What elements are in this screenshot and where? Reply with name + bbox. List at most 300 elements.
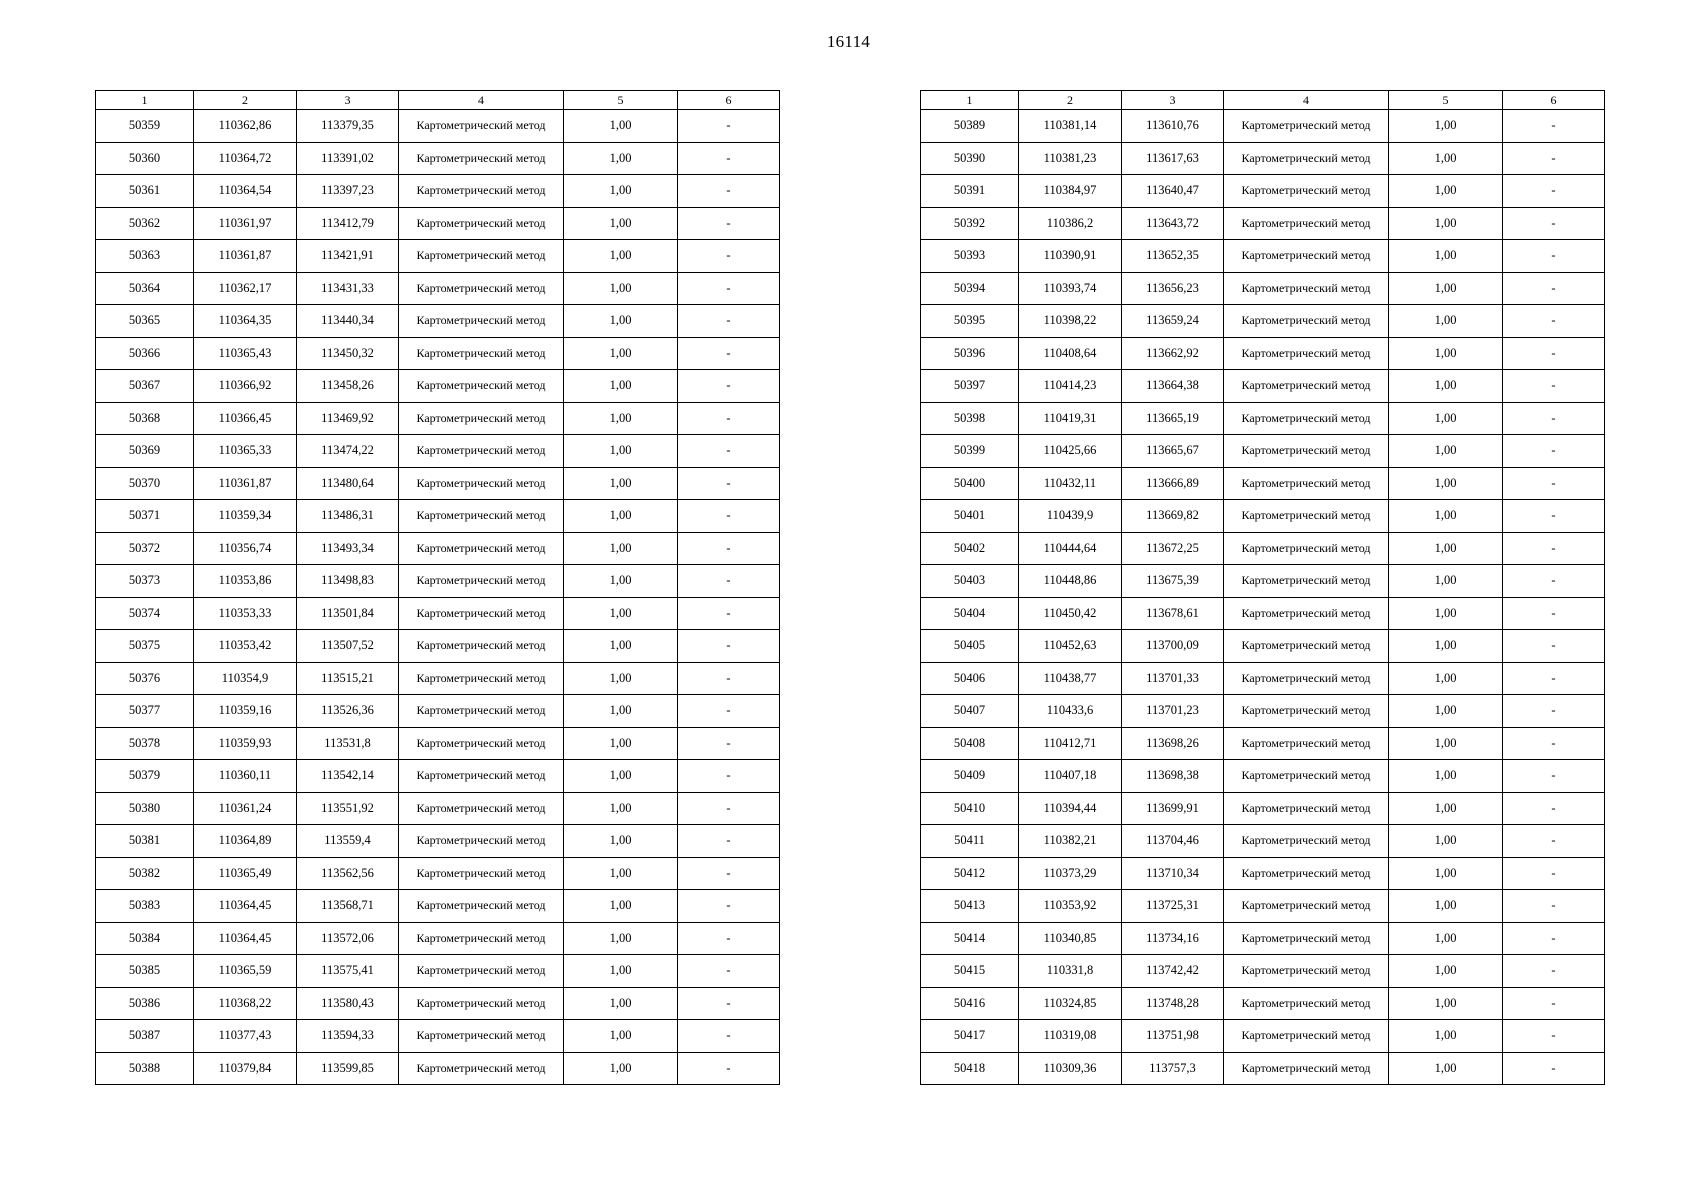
table-header-row — [921, 91, 1605, 110]
x-coordinate-cell: 110419,31 — [1019, 402, 1122, 435]
column-header: 3 — [1122, 91, 1224, 110]
method-cell: Картометрический метод — [1224, 857, 1389, 890]
accuracy-cell: 1,00 — [564, 305, 678, 338]
accuracy-cell: 1,00 — [564, 207, 678, 240]
point-number-cell: 50412 — [921, 857, 1019, 890]
method-cell: Картометрический метод — [1224, 175, 1389, 208]
point-number-cell: 50416 — [921, 987, 1019, 1020]
method-cell: Картометрический метод — [399, 565, 564, 598]
table-row — [921, 402, 1605, 435]
x-coordinate-cell: 110366,45 — [194, 402, 297, 435]
note-cell: - — [1503, 760, 1605, 793]
table-row — [921, 857, 1605, 890]
coordinates-table-left — [95, 90, 780, 1085]
point-number-cell: 50399 — [921, 435, 1019, 468]
column-header: 4 — [1224, 91, 1389, 110]
method-cell: Картометрический метод — [399, 760, 564, 793]
method-cell: Картометрический метод — [1224, 337, 1389, 370]
table-header-row — [96, 91, 780, 110]
y-coordinate-cell: 113699,91 — [1122, 792, 1224, 825]
method-cell: Картометрический метод — [1224, 532, 1389, 565]
note-cell: - — [678, 142, 780, 175]
point-number-cell: 50390 — [921, 142, 1019, 175]
accuracy-cell: 1,00 — [564, 922, 678, 955]
method-cell: Картометрический метод — [399, 240, 564, 273]
method-cell: Картометрический метод — [399, 142, 564, 175]
method-cell: Картометрический метод — [399, 695, 564, 728]
accuracy-cell: 1,00 — [1389, 110, 1503, 143]
table-row — [96, 890, 780, 923]
accuracy-cell: 1,00 — [1389, 435, 1503, 468]
table-row — [921, 240, 1605, 273]
y-coordinate-cell: 113450,32 — [297, 337, 399, 370]
note-cell: - — [678, 695, 780, 728]
method-cell: Картометрический метод — [399, 500, 564, 533]
table-row — [96, 1052, 780, 1085]
table-row — [921, 175, 1605, 208]
note-cell: - — [1503, 565, 1605, 598]
x-coordinate-cell: 110359,16 — [194, 695, 297, 728]
table-row — [96, 987, 780, 1020]
y-coordinate-cell: 113656,23 — [1122, 272, 1224, 305]
point-number-cell: 50367 — [96, 370, 194, 403]
accuracy-cell: 1,00 — [1389, 500, 1503, 533]
y-coordinate-cell: 113698,26 — [1122, 727, 1224, 760]
accuracy-cell: 1,00 — [1389, 792, 1503, 825]
x-coordinate-cell: 110309,36 — [1019, 1052, 1122, 1085]
accuracy-cell: 1,00 — [1389, 727, 1503, 760]
y-coordinate-cell: 113672,25 — [1122, 532, 1224, 565]
accuracy-cell: 1,00 — [1389, 402, 1503, 435]
x-coordinate-cell: 110362,17 — [194, 272, 297, 305]
accuracy-cell: 1,00 — [1389, 305, 1503, 338]
y-coordinate-cell: 113678,61 — [1122, 597, 1224, 630]
x-coordinate-cell: 110365,43 — [194, 337, 297, 370]
x-coordinate-cell: 110331,8 — [1019, 955, 1122, 988]
y-coordinate-cell: 113562,56 — [297, 857, 399, 890]
table-row — [96, 370, 780, 403]
point-number-cell: 50387 — [96, 1020, 194, 1053]
column-header: 3 — [297, 91, 399, 110]
x-coordinate-cell: 110364,54 — [194, 175, 297, 208]
point-number-cell: 50391 — [921, 175, 1019, 208]
accuracy-cell: 1,00 — [564, 1020, 678, 1053]
point-number-cell: 50418 — [921, 1052, 1019, 1085]
y-coordinate-cell: 113700,09 — [1122, 630, 1224, 663]
table-row — [921, 435, 1605, 468]
table-row — [921, 597, 1605, 630]
y-coordinate-cell: 113701,33 — [1122, 662, 1224, 695]
x-coordinate-cell: 110381,14 — [1019, 110, 1122, 143]
point-number-cell: 50376 — [96, 662, 194, 695]
x-coordinate-cell: 110365,59 — [194, 955, 297, 988]
point-number-cell: 50403 — [921, 565, 1019, 598]
accuracy-cell: 1,00 — [1389, 142, 1503, 175]
note-cell: - — [678, 1020, 780, 1053]
note-cell: - — [1503, 662, 1605, 695]
point-number-cell: 50366 — [96, 337, 194, 370]
column-header: 5 — [564, 91, 678, 110]
accuracy-cell: 1,00 — [1389, 240, 1503, 273]
x-coordinate-cell: 110366,92 — [194, 370, 297, 403]
table-row — [921, 792, 1605, 825]
x-coordinate-cell: 110359,93 — [194, 727, 297, 760]
y-coordinate-cell: 113734,16 — [1122, 922, 1224, 955]
table-row — [921, 565, 1605, 598]
x-coordinate-cell: 110408,64 — [1019, 337, 1122, 370]
point-number-cell: 50398 — [921, 402, 1019, 435]
accuracy-cell: 1,00 — [564, 110, 678, 143]
method-cell: Картометрический метод — [399, 792, 564, 825]
point-number-cell: 50370 — [96, 467, 194, 500]
note-cell: - — [1503, 532, 1605, 565]
note-cell: - — [678, 857, 780, 890]
table-row — [96, 305, 780, 338]
accuracy-cell: 1,00 — [1389, 597, 1503, 630]
x-coordinate-cell: 110390,91 — [1019, 240, 1122, 273]
y-coordinate-cell: 113515,21 — [297, 662, 399, 695]
y-coordinate-cell: 113751,98 — [1122, 1020, 1224, 1053]
x-coordinate-cell: 110353,33 — [194, 597, 297, 630]
table-row — [921, 500, 1605, 533]
accuracy-cell: 1,00 — [1389, 467, 1503, 500]
x-coordinate-cell: 110433,6 — [1019, 695, 1122, 728]
accuracy-cell: 1,00 — [564, 1052, 678, 1085]
x-coordinate-cell: 110438,77 — [1019, 662, 1122, 695]
y-coordinate-cell: 113498,83 — [297, 565, 399, 598]
note-cell: - — [1503, 175, 1605, 208]
note-cell: - — [1503, 305, 1605, 338]
x-coordinate-cell: 110364,45 — [194, 890, 297, 923]
method-cell: Картометрический метод — [399, 435, 564, 468]
accuracy-cell: 1,00 — [1389, 955, 1503, 988]
table-row — [921, 825, 1605, 858]
table-row — [921, 305, 1605, 338]
method-cell: Картометрический метод — [1224, 922, 1389, 955]
method-cell: Картометрический метод — [399, 922, 564, 955]
x-coordinate-cell: 110360,11 — [194, 760, 297, 793]
method-cell: Картометрический метод — [399, 370, 564, 403]
x-coordinate-cell: 110364,72 — [194, 142, 297, 175]
note-cell: - — [1503, 272, 1605, 305]
table-row — [96, 597, 780, 630]
note-cell: - — [678, 337, 780, 370]
method-cell: Картометрический метод — [1224, 207, 1389, 240]
point-number-cell: 50405 — [921, 630, 1019, 663]
x-coordinate-cell: 110353,86 — [194, 565, 297, 598]
x-coordinate-cell: 110444,64 — [1019, 532, 1122, 565]
note-cell: - — [1503, 402, 1605, 435]
y-coordinate-cell: 113440,34 — [297, 305, 399, 338]
note-cell: - — [1503, 240, 1605, 273]
y-coordinate-cell: 113568,71 — [297, 890, 399, 923]
table-row — [921, 890, 1605, 923]
method-cell: Картометрический метод — [1224, 955, 1389, 988]
x-coordinate-cell: 110319,08 — [1019, 1020, 1122, 1053]
note-cell: - — [678, 955, 780, 988]
accuracy-cell: 1,00 — [564, 760, 678, 793]
method-cell: Картометрический метод — [399, 532, 564, 565]
x-coordinate-cell: 110394,44 — [1019, 792, 1122, 825]
point-number-cell: 50359 — [96, 110, 194, 143]
method-cell: Картометрический метод — [399, 857, 564, 890]
table-row — [96, 760, 780, 793]
x-coordinate-cell: 110452,63 — [1019, 630, 1122, 663]
point-number-cell: 50386 — [96, 987, 194, 1020]
note-cell: - — [1503, 1052, 1605, 1085]
point-number-cell: 50361 — [96, 175, 194, 208]
point-number-cell: 50369 — [96, 435, 194, 468]
page-number: 16114 — [826, 32, 871, 51]
table-body — [96, 110, 780, 1085]
note-cell: - — [678, 662, 780, 695]
x-coordinate-cell: 110364,45 — [194, 922, 297, 955]
table-row — [96, 792, 780, 825]
method-cell: Картометрический метод — [1224, 630, 1389, 663]
y-coordinate-cell: 113412,79 — [297, 207, 399, 240]
y-coordinate-cell: 113666,89 — [1122, 467, 1224, 500]
note-cell: - — [678, 207, 780, 240]
method-cell: Картометрический метод — [1224, 727, 1389, 760]
table-row — [96, 825, 780, 858]
method-cell: Картометрический метод — [399, 955, 564, 988]
accuracy-cell: 1,00 — [564, 792, 678, 825]
x-coordinate-cell: 110382,21 — [1019, 825, 1122, 858]
table-body — [921, 110, 1605, 1085]
note-cell: - — [678, 597, 780, 630]
y-coordinate-cell: 113431,33 — [297, 272, 399, 305]
note-cell: - — [1503, 792, 1605, 825]
method-cell: Картометрический метод — [1224, 792, 1389, 825]
accuracy-cell: 1,00 — [1389, 890, 1503, 923]
method-cell: Картометрический метод — [1224, 305, 1389, 338]
note-cell: - — [678, 110, 780, 143]
table-row — [96, 402, 780, 435]
point-number-cell: 50413 — [921, 890, 1019, 923]
note-cell: - — [678, 370, 780, 403]
y-coordinate-cell: 113474,22 — [297, 435, 399, 468]
accuracy-cell: 1,00 — [564, 272, 678, 305]
accuracy-cell: 1,00 — [564, 857, 678, 890]
table-row — [921, 142, 1605, 175]
table-row — [921, 1052, 1605, 1085]
y-coordinate-cell: 113391,02 — [297, 142, 399, 175]
y-coordinate-cell: 113757,3 — [1122, 1052, 1224, 1085]
method-cell: Картометрический метод — [1224, 987, 1389, 1020]
note-cell: - — [678, 825, 780, 858]
table-row — [96, 467, 780, 500]
note-cell: - — [678, 922, 780, 955]
y-coordinate-cell: 113421,91 — [297, 240, 399, 273]
table-row — [96, 662, 780, 695]
y-coordinate-cell: 113698,38 — [1122, 760, 1224, 793]
y-coordinate-cell: 113742,42 — [1122, 955, 1224, 988]
accuracy-cell: 1,00 — [1389, 825, 1503, 858]
table-row — [96, 240, 780, 273]
note-cell: - — [1503, 435, 1605, 468]
accuracy-cell: 1,00 — [1389, 1020, 1503, 1053]
method-cell: Картометрический метод — [399, 662, 564, 695]
point-number-cell: 50364 — [96, 272, 194, 305]
method-cell: Картометрический метод — [399, 890, 564, 923]
y-coordinate-cell: 113675,39 — [1122, 565, 1224, 598]
accuracy-cell: 1,00 — [1389, 630, 1503, 663]
point-number-cell: 50363 — [96, 240, 194, 273]
accuracy-cell: 1,00 — [564, 370, 678, 403]
y-coordinate-cell: 113493,34 — [297, 532, 399, 565]
point-number-cell: 50374 — [96, 597, 194, 630]
x-coordinate-cell: 110354,9 — [194, 662, 297, 695]
x-coordinate-cell: 110361,97 — [194, 207, 297, 240]
y-coordinate-cell: 113710,34 — [1122, 857, 1224, 890]
table-row — [921, 760, 1605, 793]
table-row — [921, 272, 1605, 305]
point-number-cell: 50379 — [96, 760, 194, 793]
method-cell: Картометрический метод — [399, 1020, 564, 1053]
point-number-cell: 50396 — [921, 337, 1019, 370]
point-number-cell: 50389 — [921, 110, 1019, 143]
table-row — [96, 857, 780, 890]
note-cell: - — [1503, 890, 1605, 923]
x-coordinate-cell: 110353,92 — [1019, 890, 1122, 923]
y-coordinate-cell: 113610,76 — [1122, 110, 1224, 143]
note-cell: - — [1503, 955, 1605, 988]
table-row — [921, 1020, 1605, 1053]
column-header: 4 — [399, 91, 564, 110]
accuracy-cell: 1,00 — [564, 662, 678, 695]
table-row — [96, 630, 780, 663]
note-cell: - — [1503, 987, 1605, 1020]
method-cell: Картометрический метод — [399, 272, 564, 305]
accuracy-cell: 1,00 — [1389, 695, 1503, 728]
method-cell: Картометрический метод — [399, 207, 564, 240]
method-cell: Картометрический метод — [1224, 825, 1389, 858]
y-coordinate-cell: 113542,14 — [297, 760, 399, 793]
table-row — [96, 207, 780, 240]
x-coordinate-cell: 110353,42 — [194, 630, 297, 663]
column-header: 1 — [96, 91, 194, 110]
note-cell: - — [678, 890, 780, 923]
y-coordinate-cell: 113617,63 — [1122, 142, 1224, 175]
accuracy-cell: 1,00 — [564, 597, 678, 630]
y-coordinate-cell: 113575,41 — [297, 955, 399, 988]
x-coordinate-cell: 110373,29 — [1019, 857, 1122, 890]
point-number-cell: 50414 — [921, 922, 1019, 955]
method-cell: Картометрический метод — [399, 597, 564, 630]
y-coordinate-cell: 113397,23 — [297, 175, 399, 208]
x-coordinate-cell: 110439,9 — [1019, 500, 1122, 533]
table-row — [921, 207, 1605, 240]
y-coordinate-cell: 113704,46 — [1122, 825, 1224, 858]
accuracy-cell: 1,00 — [564, 955, 678, 988]
table-row — [96, 727, 780, 760]
point-number-cell: 50415 — [921, 955, 1019, 988]
accuracy-cell: 1,00 — [1389, 565, 1503, 598]
table-row — [96, 955, 780, 988]
accuracy-cell: 1,00 — [1389, 337, 1503, 370]
x-coordinate-cell: 110364,35 — [194, 305, 297, 338]
accuracy-cell: 1,00 — [1389, 760, 1503, 793]
x-coordinate-cell: 110393,74 — [1019, 272, 1122, 305]
point-number-cell: 50406 — [921, 662, 1019, 695]
note-cell: - — [678, 1052, 780, 1085]
point-number-cell: 50397 — [921, 370, 1019, 403]
table-row — [921, 955, 1605, 988]
note-cell: - — [1503, 110, 1605, 143]
y-coordinate-cell: 113643,72 — [1122, 207, 1224, 240]
table-row — [921, 630, 1605, 663]
point-number-cell: 50384 — [96, 922, 194, 955]
table-row — [96, 1020, 780, 1053]
table-row — [96, 532, 780, 565]
accuracy-cell: 1,00 — [1389, 272, 1503, 305]
x-coordinate-cell: 110359,34 — [194, 500, 297, 533]
x-coordinate-cell: 110379,84 — [194, 1052, 297, 1085]
point-number-cell: 50411 — [921, 825, 1019, 858]
point-number-cell: 50382 — [96, 857, 194, 890]
x-coordinate-cell: 110407,18 — [1019, 760, 1122, 793]
y-coordinate-cell: 113580,43 — [297, 987, 399, 1020]
point-number-cell: 50393 — [921, 240, 1019, 273]
column-header: 2 — [1019, 91, 1122, 110]
x-coordinate-cell: 110377,43 — [194, 1020, 297, 1053]
x-coordinate-cell: 110324,85 — [1019, 987, 1122, 1020]
x-coordinate-cell: 110368,22 — [194, 987, 297, 1020]
method-cell: Картометрический метод — [399, 110, 564, 143]
x-coordinate-cell: 110450,42 — [1019, 597, 1122, 630]
table-row — [921, 662, 1605, 695]
x-coordinate-cell: 110361,24 — [194, 792, 297, 825]
note-cell: - — [1503, 727, 1605, 760]
x-coordinate-cell: 110384,97 — [1019, 175, 1122, 208]
point-number-cell: 50378 — [96, 727, 194, 760]
y-coordinate-cell: 113572,06 — [297, 922, 399, 955]
point-number-cell: 50388 — [96, 1052, 194, 1085]
table-row — [921, 370, 1605, 403]
point-number-cell: 50360 — [96, 142, 194, 175]
point-number-cell: 50371 — [96, 500, 194, 533]
table-row — [921, 337, 1605, 370]
table-row — [96, 272, 780, 305]
note-cell: - — [1503, 695, 1605, 728]
method-cell: Картометрический метод — [1224, 695, 1389, 728]
accuracy-cell: 1,00 — [564, 532, 678, 565]
point-number-cell: 50368 — [96, 402, 194, 435]
y-coordinate-cell: 113501,84 — [297, 597, 399, 630]
y-coordinate-cell: 113526,36 — [297, 695, 399, 728]
table-row — [96, 435, 780, 468]
point-number-cell: 50385 — [96, 955, 194, 988]
method-cell: Картометрический метод — [1224, 500, 1389, 533]
point-number-cell: 50410 — [921, 792, 1019, 825]
note-cell: - — [1503, 467, 1605, 500]
accuracy-cell: 1,00 — [1389, 207, 1503, 240]
accuracy-cell: 1,00 — [564, 565, 678, 598]
table-row — [96, 175, 780, 208]
note-cell: - — [1503, 857, 1605, 890]
column-header: 5 — [1389, 91, 1503, 110]
note-cell: - — [1503, 500, 1605, 533]
y-coordinate-cell: 113640,47 — [1122, 175, 1224, 208]
accuracy-cell: 1,00 — [1389, 857, 1503, 890]
table-row — [921, 727, 1605, 760]
point-number-cell: 50404 — [921, 597, 1019, 630]
y-coordinate-cell: 113559,4 — [297, 825, 399, 858]
point-number-cell: 50375 — [96, 630, 194, 663]
note-cell: - — [678, 987, 780, 1020]
point-number-cell: 50381 — [96, 825, 194, 858]
y-coordinate-cell: 113664,38 — [1122, 370, 1224, 403]
